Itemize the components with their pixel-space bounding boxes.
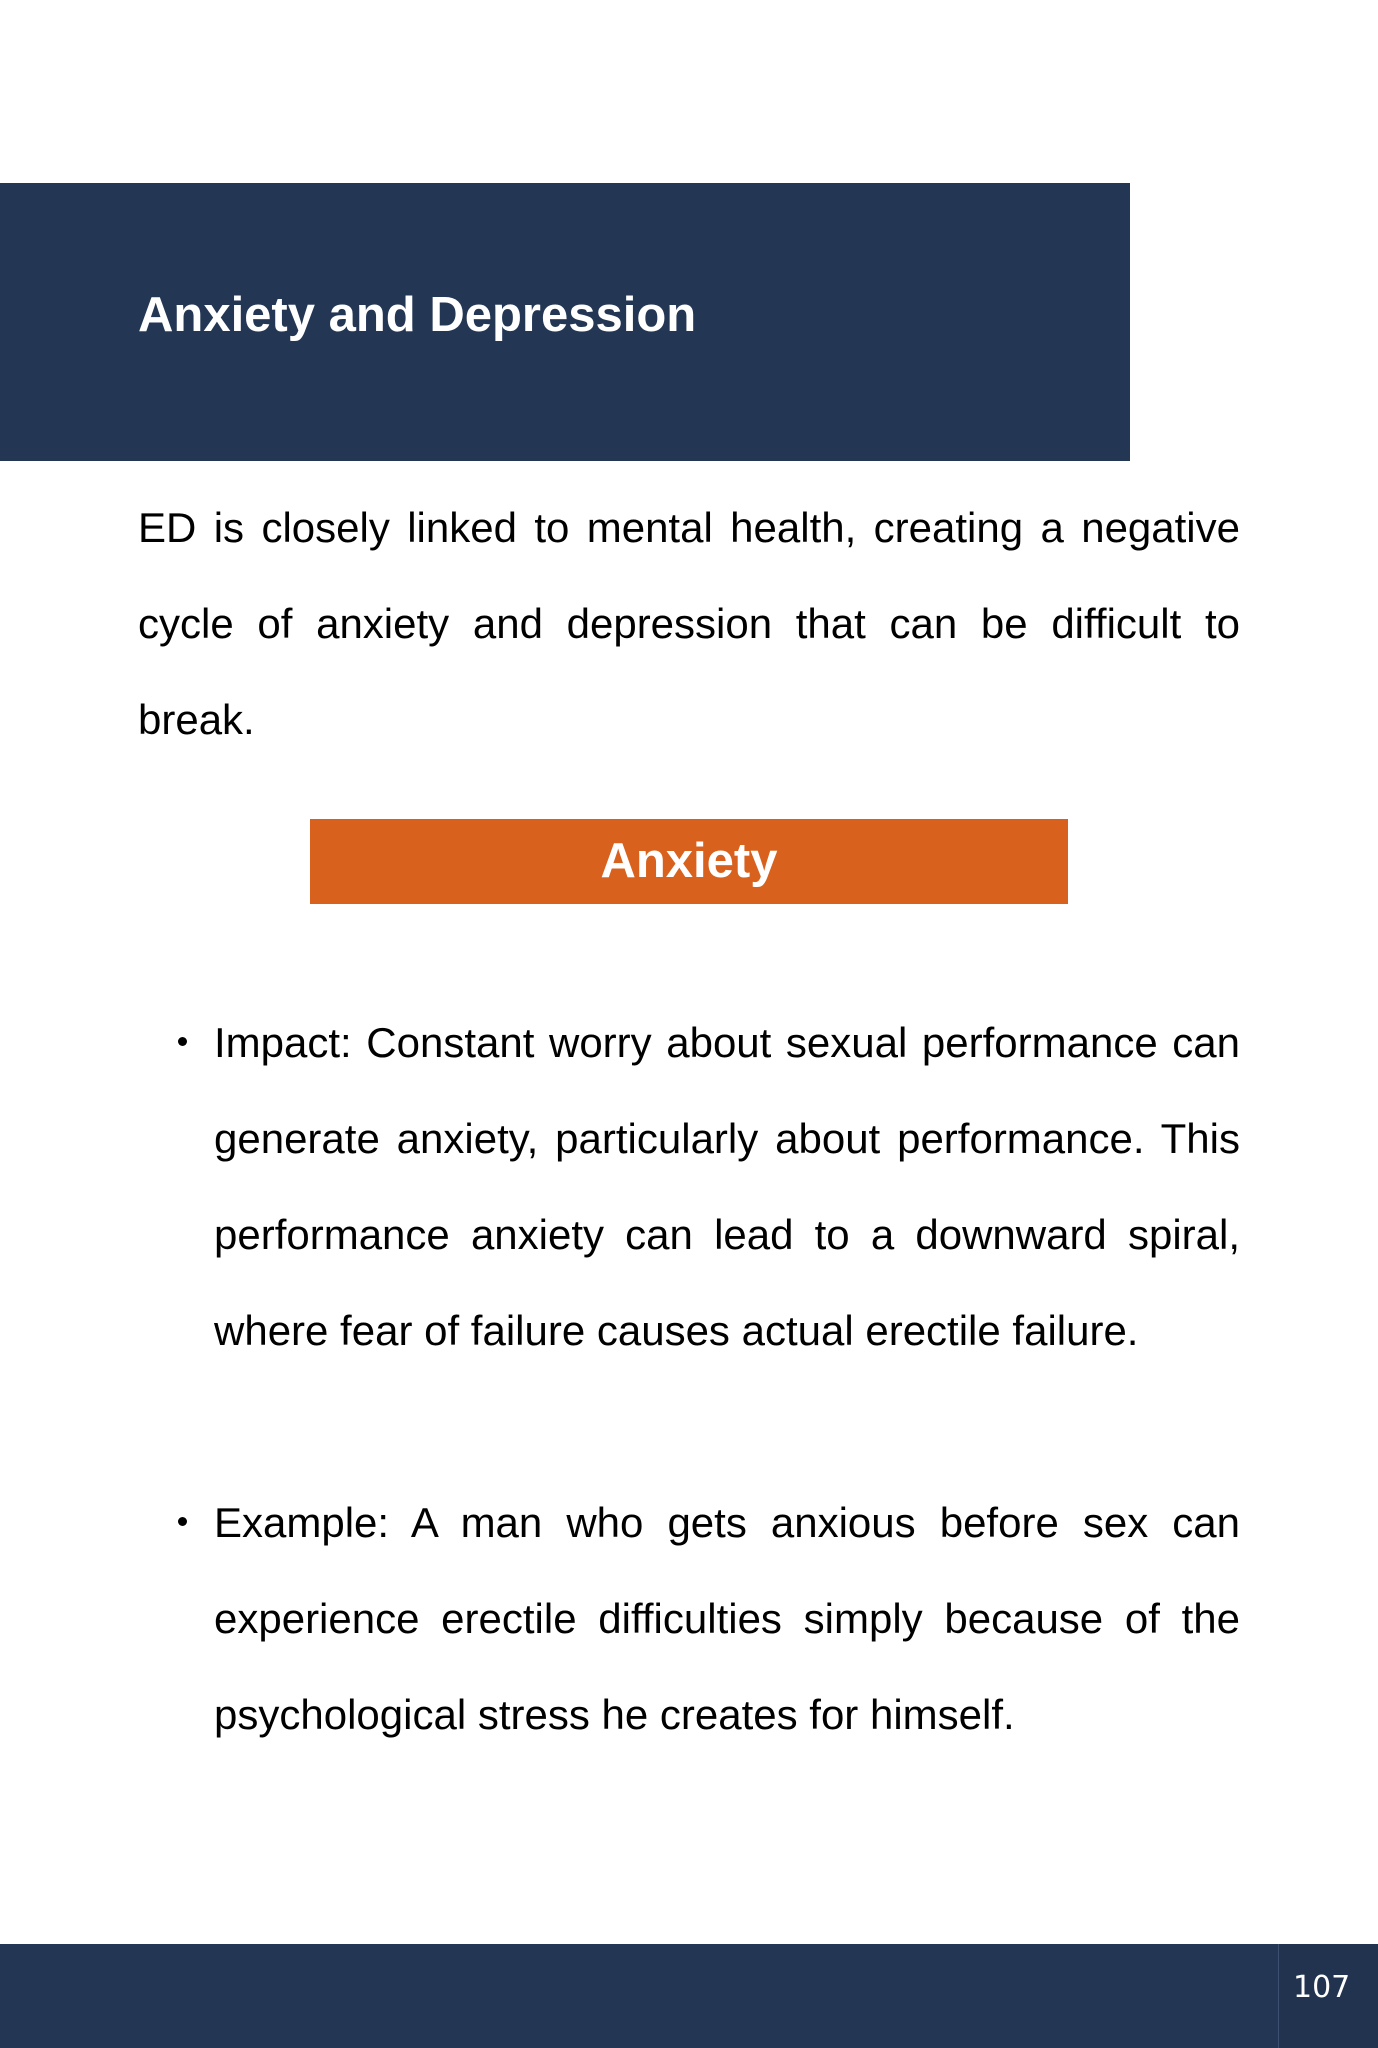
bullet-dot-icon [178,1037,187,1046]
page-title: Anxiety and Depression [138,288,697,342]
section-heading: Anxiety [310,819,1068,904]
bullet-text-impact: Impact: Constant worry about sexual performance can generate anxiety, particularly about performance. This performance anxiety can lead to a downward spiral, where fear of failure causes actual erectile failure. [214,1019,1240,1354]
bullet-dot-icon [178,1517,187,1526]
intro-paragraph: ED is closely linked to mental health, creating a negative cycle of anxiety and depression that can be difficult to break. [138,504,1240,743]
page-number: 107 [1293,1970,1351,2005]
bullet-item-example [0,1475,1378,1763]
footer-band [0,1944,1378,2048]
page-number-box [1278,1944,1378,2048]
bullet-item-impact [0,995,1378,1379]
bullet-text-example: Example: A man who gets anxious before sex can experience erectile difficulties simply because of the psychological stress he creates for himself. [214,1499,1240,1738]
bullet-list [0,995,1378,1859]
